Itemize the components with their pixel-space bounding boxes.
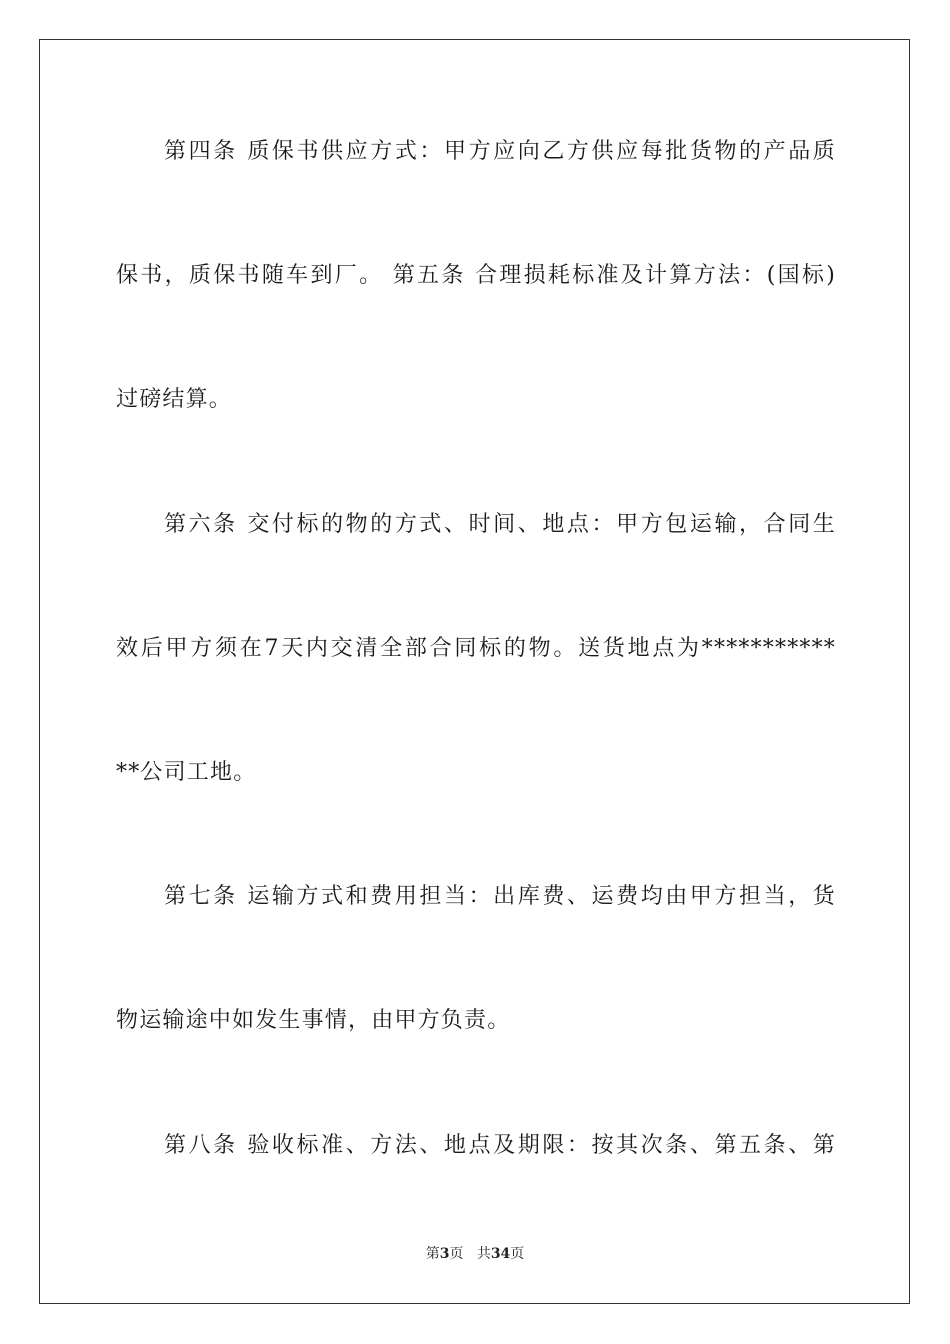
paragraph-article-7-line-1: 第七条 运输方式和费用担当：出库费、运费均由甲方担当，货 (164, 884, 836, 909)
footer-page-number: 3 (439, 1246, 450, 1262)
paragraph-article-6-line-3: **公司工地。 (116, 760, 257, 785)
paragraph-article-6-line-1: 第六条 交付标的物的方式、时间、地点：甲方包运输，合同生 (164, 512, 836, 537)
paragraph-article-4-line-2: 保书，质保书随车到厂。 第五条 合理损耗标准及计算方法：(国标) (116, 263, 836, 288)
paragraph-article-6-line-2: 效后甲方须在7天内交清全部合同标的物。送货地点为*********** (116, 636, 836, 661)
page-frame (39, 39, 910, 1304)
footer-total-prefix: 共 (476, 1246, 491, 1262)
page-footer (0, 1244, 950, 1264)
paragraph-article-4-line-3: 过磅结算。 (116, 387, 233, 412)
footer-page-prefix: 第 (425, 1246, 440, 1262)
paragraph-article-8-line-1: 第八条 验收标准、方法、地点及期限：按其次条、第五条、第 (164, 1133, 836, 1158)
paragraph-article-7-line-2: 物运输途中如发生事情，由甲方负责。 (116, 1008, 511, 1033)
footer-page-suffix: 页 (449, 1246, 464, 1262)
footer-total-pages: 34 (490, 1246, 511, 1262)
paragraph-article-4-line-1: 第四条 质保书供应方式：甲方应向乙方供应每批货物的产品质 (164, 139, 836, 164)
footer-total-suffix: 页 (510, 1246, 525, 1262)
